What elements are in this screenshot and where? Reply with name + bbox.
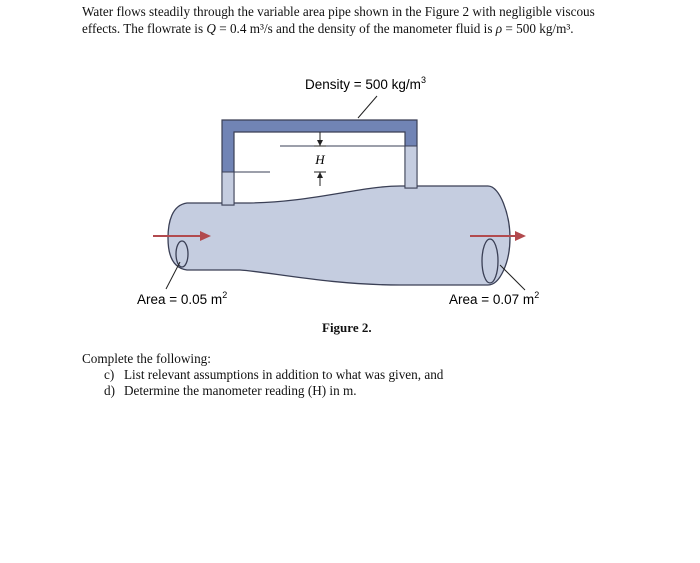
density-label: Density = 500 $kg/m^3$ — [305, 75, 426, 92]
area-left-leader — [166, 262, 180, 289]
area-left-label: Area = 0.05 $m^2$ — [137, 290, 228, 307]
area-right-label: Area = 0.07 $m^2$ — [449, 290, 540, 307]
task-item — [104, 367, 444, 383]
task-marker: d) — [104, 383, 115, 398]
task-item — [104, 383, 443, 399]
task-heading: Complete the following: — [82, 351, 211, 366]
task-marker: c) — [104, 367, 115, 382]
density-symbol: ρ — [495, 21, 503, 36]
figure-caption: Figure 2. — [322, 320, 372, 335]
intro-text: Water flows steadily through the variable area pipe shown in the Figure 2 with negligible viscous effects. The flowrate is — [82, 4, 595, 36]
area-right-leader — [500, 265, 525, 290]
task-text: Determine the manometer reading (H) in m. — [124, 383, 357, 398]
density-value: = 500 kg/m³. — [502, 21, 574, 36]
density-leader — [358, 96, 377, 118]
variable-area-pipe — [168, 186, 510, 285]
task-list — [82, 351, 443, 399]
inlet-end — [176, 241, 188, 267]
h-label: H — [315, 152, 325, 167]
outlet-end — [482, 239, 498, 283]
task-text: List relevant assumptions in addition to what was given, and — [124, 367, 444, 382]
flow-value: = 0.4 m³/s and the density of the manometer fluid is — [215, 21, 496, 36]
flow-symbol: Q — [206, 21, 216, 36]
